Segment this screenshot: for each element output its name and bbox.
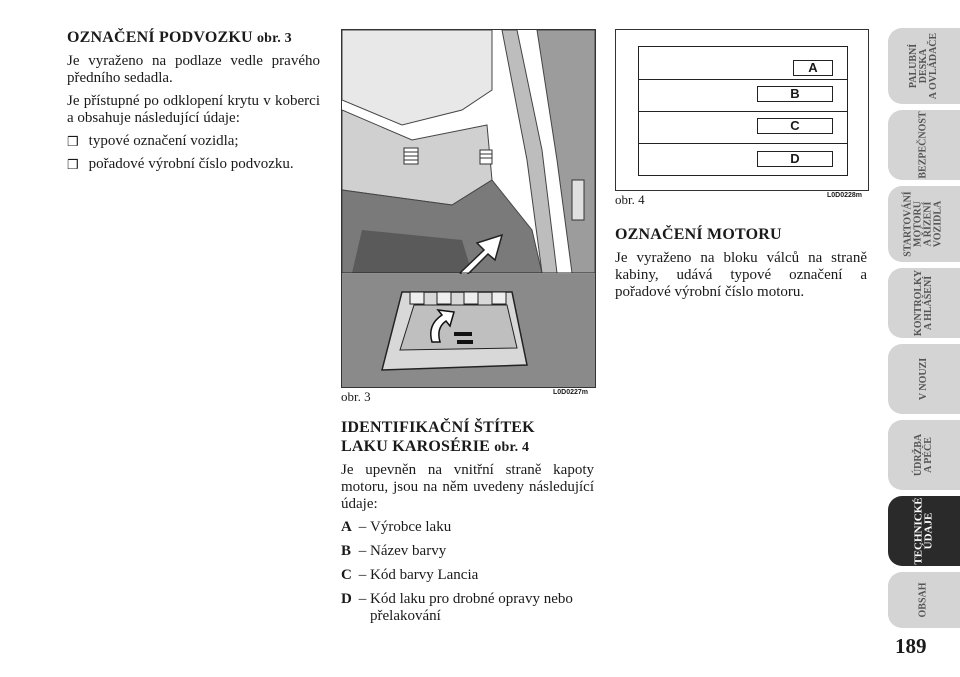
list-item	[341, 567, 594, 584]
right-column	[615, 225, 867, 301]
chassis-bullet-text: typové označení vozidla;	[88, 133, 239, 149]
plate-label-a: A	[793, 60, 833, 76]
item-key: D	[341, 591, 352, 607]
tab-label: V NOUZI	[917, 357, 929, 401]
item-text: Kód barvy Lancia	[370, 567, 479, 583]
tab-palubni-deska[interactable]	[888, 28, 960, 104]
plate-label-b: B	[757, 86, 833, 102]
middle-column	[341, 418, 594, 625]
item-separator: –	[355, 519, 370, 535]
figure-4-code: L0D0228m	[827, 192, 863, 199]
tab-kontrolky[interactable]	[888, 268, 960, 338]
engine-paragraph: Je vyraženo na bloku válců na straně kabiny, udává typové označení a pořadové výrobní číslo motoru.	[615, 250, 867, 300]
plate-row	[639, 47, 847, 80]
item-text: Název barvy	[370, 543, 447, 559]
list-item	[341, 591, 594, 625]
checkbox-bullet-icon: ❒	[67, 157, 79, 172]
tab-label: OBSAH	[917, 582, 929, 618]
item-separator: –	[355, 567, 370, 583]
page-number: 189	[895, 634, 927, 658]
figure-3-caption: obr. 3	[341, 389, 371, 404]
list-item	[341, 543, 594, 560]
tab-obsah[interactable]	[888, 572, 960, 628]
plate-row	[639, 143, 847, 175]
chassis-title: OZNAČENÍ PODVOZKU	[67, 29, 253, 46]
plate-label-d: D	[757, 151, 833, 167]
tab-udrzba[interactable]	[888, 420, 960, 490]
item-key: C	[341, 567, 352, 583]
tab-label: BEZPEČNOST	[918, 111, 929, 179]
plate-row	[639, 79, 847, 112]
tab-startovani[interactable]	[888, 186, 960, 262]
chassis-paragraph-2: Je přístupné po odklopení krytu v koberci a obsahuje následující údaje:	[67, 93, 320, 126]
chassis-heading	[67, 28, 320, 48]
list-item	[341, 519, 594, 536]
car-interior-illustration	[342, 30, 595, 387]
paint-title-line-2: LAKU KAROSÉRIE	[341, 438, 491, 455]
left-column	[67, 28, 320, 173]
plate-row	[639, 111, 847, 144]
tab-label: PALUBNÍ DESKA A OVLÁDAČE	[908, 32, 939, 100]
item-separator: –	[355, 591, 370, 607]
figure-3-image	[341, 29, 596, 388]
chassis-paragraph-1: Je vyraženo na podlaze vedle pravého předního sedadla.	[67, 53, 320, 86]
item-separator: –	[355, 543, 370, 559]
tab-bezpecnost[interactable]	[888, 110, 960, 180]
figure-3-code: L0D0227m	[553, 389, 589, 396]
paint-label-plate	[638, 46, 848, 176]
tab-technicke-udaje[interactable]	[888, 496, 960, 566]
chassis-bullet	[67, 133, 320, 150]
tab-v-nouzi[interactable]	[888, 344, 960, 414]
checkbox-bullet-icon: ❒	[67, 134, 79, 149]
paint-items-list	[341, 519, 594, 625]
paint-label-heading	[341, 418, 594, 457]
chassis-title-ref: obr. 3	[256, 31, 292, 46]
figure-4-image	[615, 29, 869, 191]
paint-title-ref: obr. 4	[494, 440, 530, 455]
tab-label: ÚDRŽBA A PÉČE	[912, 433, 934, 477]
plate-label-c: C	[757, 118, 833, 134]
paint-intro: Je upevněn na vnitřní straně kapoty motoru, jsou na něm uvedeny následující údaje:	[341, 462, 594, 512]
item-key: B	[341, 543, 352, 559]
tab-label: TECHNICKÉ ÚDAJE	[913, 497, 935, 565]
tab-label: STARTOVÁNÍ MOTORU A ŘÍZENÍ VOZIDLA	[903, 191, 944, 257]
figure-4-caption: obr. 4	[615, 192, 645, 207]
item-text: Kód laku pro drobné opravy nebo přelakování	[370, 591, 573, 624]
item-text: Výrobce laku	[370, 519, 452, 535]
tab-label: KONTROLKY A HLÁŠENÍ	[913, 269, 934, 337]
chassis-bullet	[67, 156, 320, 173]
item-key: A	[341, 519, 352, 535]
chassis-bullet-text: pořadové výrobní číslo podvozku.	[88, 156, 294, 172]
engine-heading: OZNAČENÍ MOTORU	[615, 226, 782, 243]
paint-title-line-1: IDENTIFIKAČNÍ ŠTÍTEK	[341, 419, 535, 436]
